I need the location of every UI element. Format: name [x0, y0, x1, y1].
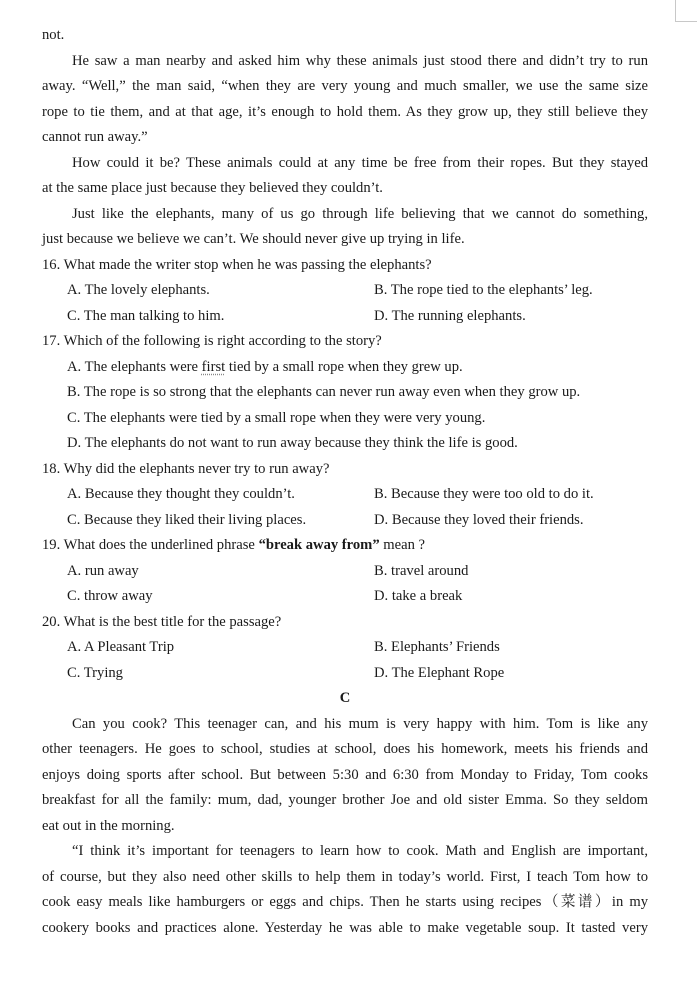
- passage-line: cook easy meals like hamburgers or eggs and chips. Then he starts using recipes（菜谱）in my: [42, 894, 648, 910]
- question-19-options-row2: [42, 584, 648, 610]
- passage-line: Can you cook? This teenager can, and his mum is very happy with him. Tom is like any: [72, 715, 648, 732]
- passage-line: How could it be? These animals could at any time be free from their ropes. But they stayed: [72, 154, 648, 171]
- option-b: B. Elephants’ Friends: [374, 639, 500, 655]
- option-a-text-post: tied by a small rope when they grew up.: [225, 358, 463, 375]
- marked-word: first: [201, 358, 226, 375]
- passage-line: cookery books and practices alone. Yesterday he was able to make vegetable soup. It tasted very: [42, 919, 648, 936]
- option-d: D. Because they loved their friends.: [374, 511, 584, 528]
- option-d: D. take a break: [374, 588, 463, 604]
- question-19-stem: [42, 533, 648, 559]
- question-19-phrase: “break away from”: [258, 537, 380, 553]
- question-19-options-row1: [42, 559, 648, 585]
- passage-line: cannot run away.”: [42, 129, 148, 145]
- passage-line: not.: [42, 27, 65, 43]
- question-20-options-row2: [42, 661, 648, 687]
- passage-line: other teenagers. He goes to school, studies at school, does his homework, meets his friends and: [42, 741, 648, 757]
- passage-line: He saw a man nearby and asked him why these animals just stood there and didn’t try to run: [72, 52, 648, 69]
- question-18-options-row2: [42, 508, 648, 534]
- option-b: B. Because they were too old to do it.: [374, 486, 594, 502]
- question-19-stem-pre: 19. What does the underlined phrase: [42, 537, 259, 553]
- question-17-stem: 17. Which of the following is right according to the story?: [42, 333, 382, 349]
- page-corner-mark: [675, 0, 697, 22]
- passage-line: Just like the elephants, many of us go through life believing that we cannot do something,: [72, 205, 648, 222]
- option-a: A. A Pleasant Trip: [67, 639, 175, 655]
- option-d: D. The Elephant Rope: [374, 664, 505, 681]
- option-c: C. throw away: [67, 588, 153, 604]
- question-20-stem: 20. What is the best title for the passage?: [42, 613, 282, 630]
- option-b: B. travel around: [374, 562, 469, 579]
- passage-line: enjoys doing sports after school. But between 5:30 and 6:30 from Monday to Friday, Tom cooks: [42, 766, 648, 783]
- option-a: A. Because they thought they couldn’t.: [67, 486, 295, 502]
- question-16-options-row2: [42, 304, 648, 330]
- option-c: C. Trying: [67, 664, 123, 681]
- passage-line: away. “Well,” the man said, “when they are very young and much smaller, we use the same size: [42, 78, 648, 94]
- option-a: A. run away: [67, 562, 139, 579]
- option-b: B. The rope tied to the elephants’ leg.: [374, 282, 593, 298]
- passage-line: eat out in the morning.: [42, 817, 175, 834]
- passage-line: of course, but they also need other skills to help them in today’s world. First, I teach Tom how to: [42, 868, 648, 885]
- passage-line: “I think it’s important for teenagers to learn how to cook. Math and English are important,: [72, 843, 648, 859]
- question-17-option-b-row: [42, 380, 648, 406]
- option-a-text-pre: A. The elephants were: [67, 358, 202, 375]
- question-16-stem: 16. What made the writer stop when he was passing the elephants?: [42, 256, 432, 273]
- option-d: D. The running elephants.: [374, 307, 526, 324]
- question-17-option-a-row: [42, 355, 648, 381]
- document-content: [42, 23, 648, 941]
- passage-line: at the same place just because they believed they couldn’t.: [42, 180, 383, 196]
- passage-line: rope to tie them, and at that age, it’s enough to hold them. As they grow up, they still believe they: [42, 103, 648, 120]
- passage-line: breakfast for all the family: mum, dad, younger brother Joe and old sister Emma. So they seldom: [42, 792, 648, 808]
- option-a: [67, 355, 647, 381]
- section-heading: C: [339, 690, 351, 706]
- question-16-options-row1: [42, 278, 648, 304]
- question-18-options-row1: [42, 482, 648, 508]
- option-c: C. Because they liked their living places.: [67, 511, 307, 528]
- passage-line: just because we believe we can’t. We should never give up trying in life.: [42, 231, 465, 247]
- option-b: B. The rope is so strong that the elephants can never run away even when they grow up.: [67, 384, 581, 400]
- question-19-stem-post: mean ?: [379, 537, 426, 553]
- question-20-options-row1: [42, 635, 648, 661]
- option-c: C. The man talking to him.: [67, 307, 225, 324]
- option-a: A. The lovely elephants.: [67, 282, 210, 298]
- question-18-stem: 18. Why did the elephants never try to run away?: [42, 460, 330, 477]
- question-17-option-c-row: [42, 406, 648, 432]
- option-d: D. The elephants do not want to run away because they think the life is good.: [67, 435, 518, 451]
- option-c: C. The elephants were tied by a small rope when they were very young.: [67, 409, 486, 426]
- question-17-option-d-row: [42, 431, 648, 457]
